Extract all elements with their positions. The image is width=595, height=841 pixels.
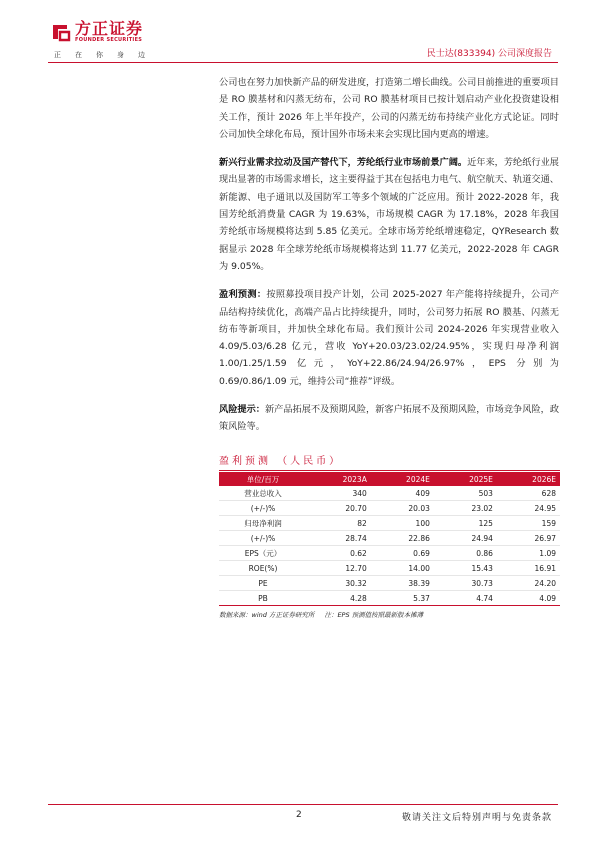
row-label: PB [219, 591, 307, 606]
logo-name-cn: 方正证券 [75, 19, 144, 38]
report-tag: 民士达(833394) 公司深度报告 [426, 49, 552, 59]
row-label: EPS（元） [219, 546, 307, 561]
table-source-note [219, 610, 560, 619]
paragraph-heading: 新兴行业需求拉动及国产替代下，芳纶纸行业市场前景广阔。 [219, 157, 468, 169]
table-row [219, 591, 560, 606]
founder-logo-icon [50, 21, 72, 43]
header-divider [48, 62, 558, 63]
forecast-table-section [219, 455, 560, 619]
slogan-char: 身 [117, 51, 124, 59]
table-cell: 22.86 [371, 531, 434, 546]
paragraph-text: 公司也在努力加快新产品的研发进度，打造第二增长曲线。公司目前推进的重要项目是 RO 膜基材和闪蒸无纺布，公司 RO 膜基材项目已按计划启动产业化投资建设相关工作，预计 2026 年上半年投产，公司的闪蒸无纺布持续产业化方式论证。同时公司加快全球化布局，预计国外市场未来会实现比国内更高的增速。 [219, 77, 559, 140]
slogan-char: 边 [138, 51, 145, 59]
row-label: 归母净利润 [219, 516, 307, 531]
logo-name-en: FOUNDER SECURITIES [75, 37, 143, 43]
row-label: (+/-)% [219, 501, 307, 516]
slogan [54, 50, 145, 60]
table-header-cell: 2025E [434, 472, 497, 486]
row-label: ROE(%) [219, 561, 307, 576]
table-header-cell: 2024E [371, 472, 434, 486]
table-row [219, 516, 560, 531]
table-cell: 4.74 [434, 591, 497, 606]
table-header-cell: 单位/百万 [219, 472, 307, 486]
table-cell: 16.91 [497, 561, 560, 576]
table-cell: 30.73 [434, 576, 497, 591]
table-cell: 4.09 [497, 591, 560, 606]
table-cell: 5.37 [371, 591, 434, 606]
table-cell: 30.32 [307, 576, 371, 591]
table-cell: 125 [434, 516, 497, 531]
table-cell: 26.97 [497, 531, 560, 546]
forecast-table [219, 472, 560, 606]
table-header-row [219, 472, 560, 486]
table-header-cell: 2023A [307, 472, 371, 486]
slogan-char: 正 [54, 51, 61, 59]
table-cell: 14.00 [371, 561, 434, 576]
company-logo [50, 20, 143, 44]
row-label: (+/-)% [219, 531, 307, 546]
table-cell: 24.20 [497, 576, 560, 591]
page-number: 2 [296, 810, 302, 820]
paragraph-heading: 风险提示： [219, 404, 265, 416]
paragraph-text: 近年来，芳纶纸行业展现出显著的市场需求增长，这主要得益于其在包括电力电气、航空航天、轨道交通、新能源、电子通讯以及国防军工等多个领域的广泛应用。预计 2022-2028 年，我国芳纶纸消费量 CAGR 为 19.63%，市场规模 CAGR 为 17.18%，2028 年我国芳纶纸市场规模将达到 5.85 亿美元。全球市场芳纶纸增速稳定，QYResearch 数据显示 2028 年全球芳纶纸市场规模将达到 11.77 亿美元，2022-2028 年 CAGR 为 9.05%。 [219, 157, 559, 272]
table-cell: 38.39 [371, 576, 434, 591]
table-cell: 15.43 [434, 561, 497, 576]
table-cell: 0.62 [307, 546, 371, 561]
footer-divider [48, 804, 558, 805]
table-row [219, 501, 560, 516]
disclaimer-link: 敬请关注文后特别声明与免责条款 [401, 813, 552, 823]
table-cell: 100 [371, 516, 434, 531]
row-label: 营业总收入 [219, 486, 307, 501]
table-row [219, 486, 560, 501]
table-row [219, 576, 560, 591]
paragraph [219, 401, 559, 436]
table-cell: 4.28 [307, 591, 371, 606]
paragraph-text: 新产品拓展不及预期风险，新客户拓展不及预期风险，市场竞争风险，政策风险等。 [219, 404, 560, 433]
page-header [0, 0, 595, 72]
table-cell: 503 [434, 486, 497, 501]
slogan-char: 在 [75, 51, 82, 59]
paragraph [219, 74, 559, 143]
table-cell: 0.86 [434, 546, 497, 561]
table-cell: 409 [371, 486, 434, 501]
slogan-char: 你 [96, 51, 103, 59]
paragraph-heading: 盈利预测： [219, 289, 267, 301]
table-cell: 23.02 [434, 501, 497, 516]
table-cell: 24.94 [434, 531, 497, 546]
table-title-divider [219, 470, 560, 471]
table-cell: 0.69 [371, 546, 434, 561]
table-title: 盈利预测 （人民币） [219, 456, 343, 467]
paragraph [219, 286, 559, 390]
table-cell: 12.70 [307, 561, 371, 576]
data-source: 数据来源：wind 方正证券研究所 [219, 611, 315, 619]
table-footnote: 注：EPS 预测值按照最新股本摊薄 [324, 611, 424, 619]
table-cell: 628 [497, 486, 560, 501]
paragraph [219, 154, 559, 275]
table-cell: 28.74 [307, 531, 371, 546]
report-body [219, 74, 559, 447]
table-row [219, 561, 560, 576]
table-row [219, 531, 560, 546]
table-cell: 20.03 [371, 501, 434, 516]
row-label: PE [219, 576, 307, 591]
table-header-cell: 2026E [497, 472, 560, 486]
table-cell: 82 [307, 516, 371, 531]
table-cell: 159 [497, 516, 560, 531]
table-cell: 20.70 [307, 501, 371, 516]
table-cell: 24.95 [497, 501, 560, 516]
table-cell: 1.09 [497, 546, 560, 561]
paragraph-text: 按照募投项目投产计划，公司 2025-2027 年产能将持续提升，公司产品结构持续优化，高端产品占比持续提升，同时，公司努力拓展 RO 膜基、闪蒸无纺布等新项目，并加快全球化布局。我们预计公司 2024-2026 年实现营业收入 4.09/5.03/6.28 亿元，营收 YoY+20.03/23.02/24.95%，实现归母净利润 1.00/1.25/1.59 亿元，YoY+22.86/24.94/26.97%，EPS 分别为 0.69/0.86/1.09 元，维持公司“推荐”评级。 [219, 289, 560, 387]
table-row [219, 546, 560, 561]
table-cell: 340 [307, 486, 371, 501]
